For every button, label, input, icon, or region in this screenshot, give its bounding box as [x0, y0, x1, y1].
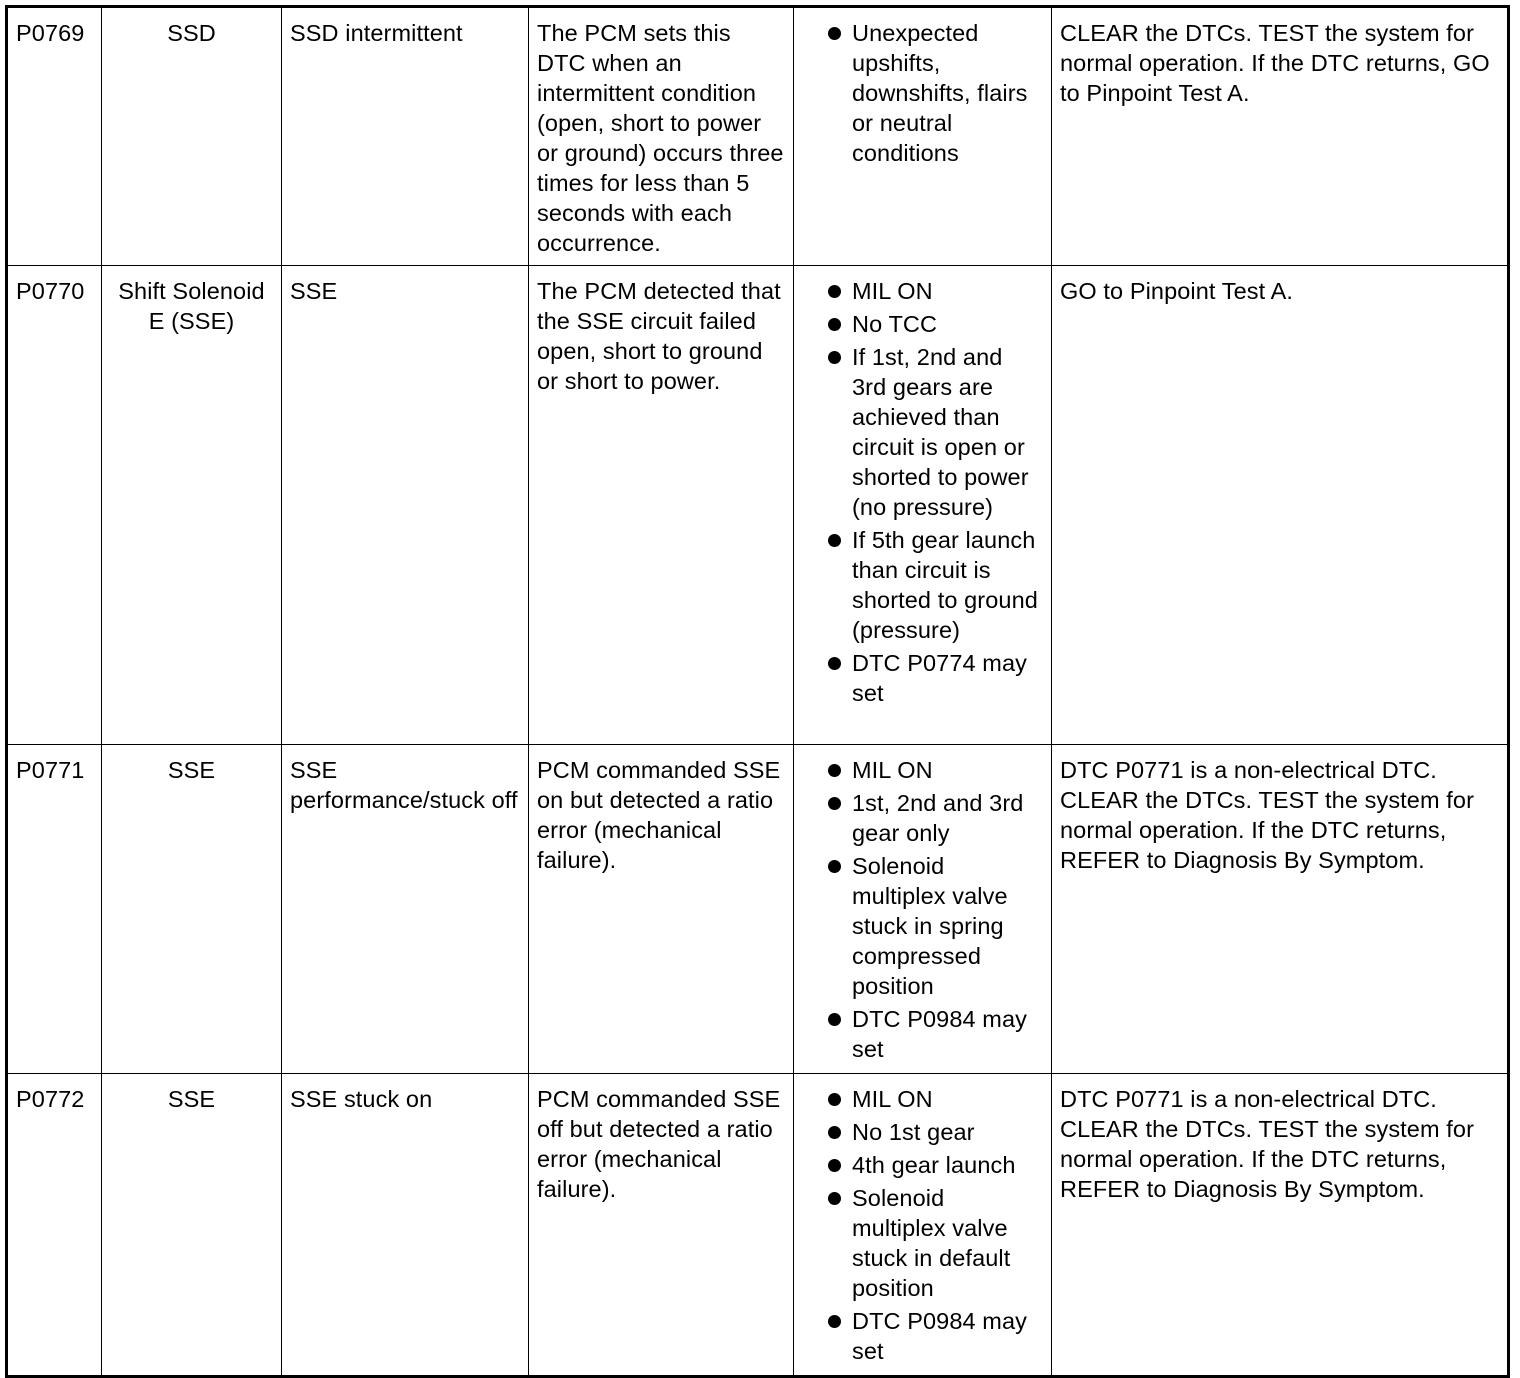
bullet-icon [828, 797, 841, 810]
table-row [7, 745, 1509, 1074]
symptom-list [802, 755, 1043, 1064]
symptom-item: MIL ON [802, 276, 1043, 306]
dtc-table-page [5, 5, 1507, 1378]
condition-cell: The PCM sets this DTC when an intermittent condition (open, short to power or ground) occurs three times for less than 5 seconds with each occurrence. [529, 7, 794, 266]
action-cell: GO to Pinpoint Test A. [1052, 266, 1509, 745]
dtc-table [5, 5, 1510, 1378]
table-row [7, 7, 1509, 266]
component-cell: Shift Solenoid E (SSE) [102, 266, 282, 745]
symptom-list [802, 276, 1043, 708]
symptoms-cell [794, 745, 1052, 1074]
bullet-icon [828, 1126, 841, 1139]
component-cell: SSE [102, 1074, 282, 1377]
table-row [7, 266, 1509, 745]
bullet-icon [828, 1192, 841, 1205]
condition-cell: PCM commanded SSE on but detected a ratio error (mechanical failure). [529, 745, 794, 1074]
symptom-item: If 1st, 2nd and 3rd gears are achieved than circuit is open or shorted to power (no pressure) [802, 342, 1043, 522]
component-cell: SSD [102, 7, 282, 266]
bullet-icon [828, 1315, 841, 1328]
symptom-item: No 1st gear [802, 1117, 1043, 1147]
dtc-code-cell: P0771 [7, 745, 102, 1074]
symptom-item: 4th gear launch [802, 1150, 1043, 1180]
symptom-item: 1st, 2nd and 3rd gear only [802, 788, 1043, 848]
symptom-item: MIL ON [802, 755, 1043, 785]
dtc-code-cell: P0770 [7, 266, 102, 745]
symptom-item: MIL ON [802, 1084, 1043, 1114]
dtc-code-cell: P0769 [7, 7, 102, 266]
condition-cell: The PCM detected that the SSE circuit failed open, short to ground or short to power. [529, 266, 794, 745]
bullet-icon [828, 1093, 841, 1106]
symptom-item: If 5th gear launch than circuit is shorted to ground (pressure) [802, 525, 1043, 645]
bullet-icon [828, 27, 841, 40]
action-cell: CLEAR the DTCs. TEST the system for normal operation. If the DTC returns, GO to Pinpoint Test A. [1052, 7, 1509, 266]
bullet-icon [828, 318, 841, 331]
action-cell: DTC P0771 is a non-electrical DTC. CLEAR the DTCs. TEST the system for normal operation. If the DTC returns, REFER to Diagnosis By Symptom. [1052, 1074, 1509, 1377]
symptoms-cell [794, 1074, 1052, 1377]
component-cell: SSE [102, 745, 282, 1074]
description-cell: SSD intermittent [282, 7, 529, 266]
symptom-item: DTC P0984 may set [802, 1004, 1043, 1064]
bullet-icon [828, 657, 841, 670]
symptom-item: Solenoid multiplex valve stuck in spring compressed position [802, 851, 1043, 1001]
symptoms-cell [794, 7, 1052, 266]
symptom-item: Solenoid multiplex valve stuck in default position [802, 1183, 1043, 1303]
symptom-item: DTC P0774 may set [802, 648, 1043, 708]
table-row [7, 1074, 1509, 1377]
description-cell: SSE stuck on [282, 1074, 529, 1377]
bullet-icon [828, 764, 841, 777]
condition-cell: PCM commanded SSE off but detected a ratio error (mechanical failure). [529, 1074, 794, 1377]
bullet-icon [828, 534, 841, 547]
bullet-icon [828, 351, 841, 364]
action-cell: DTC P0771 is a non-electrical DTC. CLEAR the DTCs. TEST the system for normal operation. If the DTC returns, REFER to Diagnosis By Symptom. [1052, 745, 1509, 1074]
description-cell: SSE performance/stuck off [282, 745, 529, 1074]
symptoms-cell [794, 266, 1052, 745]
description-cell: SSE [282, 266, 529, 745]
bullet-icon [828, 860, 841, 873]
bullet-icon [828, 285, 841, 298]
bullet-icon [828, 1013, 841, 1026]
symptom-item: DTC P0984 may set [802, 1306, 1043, 1366]
symptom-list [802, 1084, 1043, 1366]
bullet-icon [828, 1159, 841, 1172]
dtc-code-cell: P0772 [7, 1074, 102, 1377]
symptom-item: Unexpected upshifts, downshifts, flairs or neutral conditions [802, 18, 1043, 168]
symptom-list [802, 18, 1043, 168]
symptom-item: No TCC [802, 309, 1043, 339]
